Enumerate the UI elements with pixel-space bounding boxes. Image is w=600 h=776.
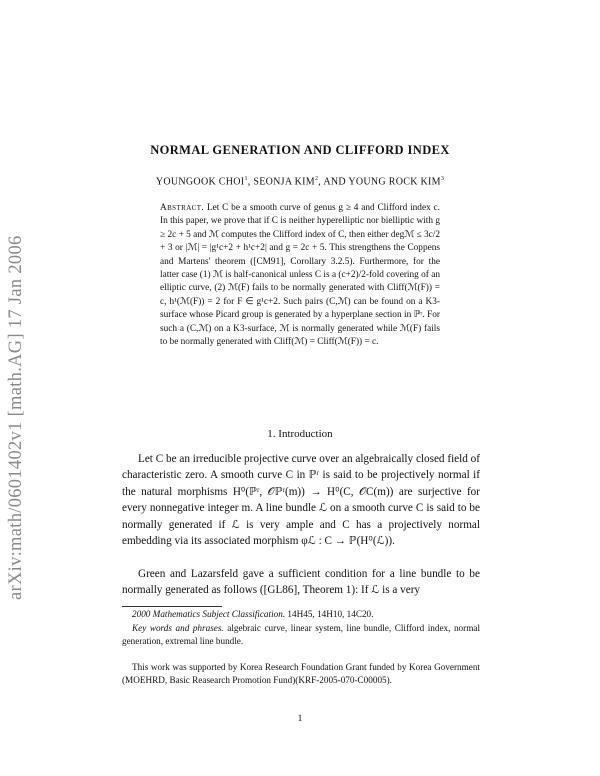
abstract-label: Abstract. xyxy=(160,203,205,213)
author-3: , AND YOUNG ROCK KIM xyxy=(318,176,441,188)
intro-paragraph-2: Green and Lazarsfeld gave a sufficient condition for a line bundle to be normally generated as follows ([GL86], Theorem 1): If ℒ is a very xyxy=(122,568,480,597)
section-heading: 1. Introduction xyxy=(267,428,333,440)
intro-paragraph-1: Let C be an irreducible projective curve over an algebraically closed field of characteristic zero. A smooth curve C in ℙʳ is said to be projectively normal if the natural morphisms H⁰(ℙʳ, 𝒪ℙʳ(m)) → H⁰(C, 𝒪C(m)) are surjective for every nonnegative integer m. A line bundle ℒ on a smooth curve C is said to be normally generated if ℒ is very ample and C has a projectively normal embedding via its associated morphism φℒ : C → ℙ(H⁰(ℒ)). xyxy=(122,453,480,548)
author-list xyxy=(0,176,600,187)
footnote-support: This work was supported by Korea Research Foundation Grant funded by Korea Government (MOEHRD, Basic Reasearch Promotion Fund)(KRF-2005-070-C00005). xyxy=(122,662,480,685)
author-1-mark: 1 xyxy=(244,176,248,182)
abstract xyxy=(160,202,440,349)
keywords-text: algebraic curve, linear system, line bundle, Clifford index, normal generation, extremal line bundle. xyxy=(122,623,480,646)
msc-label: 2000 Mathematics Subject Classification. xyxy=(132,609,286,619)
abstract-text: Let C be a smooth curve of genus g ≥ 4 and Clifford index c. In this paper, we prove that if C is neither hyperelliptic nor bielliptic with g ≥ 2c + 5 and ℳ computes the Clifford index of C, then either degℳ ≤ 3c/2 + 3 or |ℳ| = |g¹c+2 + h¹c+2| and g = 2c + 5. This strengthens the Coppens and Martens' theorem ([CM91], Corollary 3.2.5). Furthermore, for the latter case (1) ℳ is half-canonical unless C is a (c+2)/2-fold covering of an elliptic curve, (2) ℳ(F) fails to be normally generated with Cliff(ℳ(F)) = c, h¹(ℳ(F)) = 2 for F ∈ g¹c+2. Such pairs (C,ℳ) can be found on a K3-surface whose Picard group is generated by a hyperplane section in ℙʳ. For such a (C,ℳ) on a K3-surface, ℳ is normally generated while ℳ(F) fails to be normally generated with Cliff(ℳ) = Cliff(ℳ(F)) = c. xyxy=(160,203,440,348)
paper-title: NORMAL GENERATION AND CLIFFORD INDEX xyxy=(150,143,450,157)
footnote-keywords xyxy=(122,622,480,647)
msc-text: 14H45, 14H10, 14C20. xyxy=(285,609,374,619)
keywords-label: Key words and phrases. xyxy=(132,623,224,633)
author-2-mark: 2 xyxy=(314,176,319,182)
footnote-msc xyxy=(122,608,480,621)
footnote-rule xyxy=(122,606,222,607)
author-1: YOUNGOOK CHOI xyxy=(155,176,245,188)
page-number: 1 xyxy=(297,714,303,724)
arxiv-identifier: arXiv:math/0601402v1 [math.AG] 17 Jan 2006 xyxy=(6,235,26,600)
author-3-mark: 3 xyxy=(440,176,445,182)
author-2: , SEONJA KIM xyxy=(247,176,315,188)
